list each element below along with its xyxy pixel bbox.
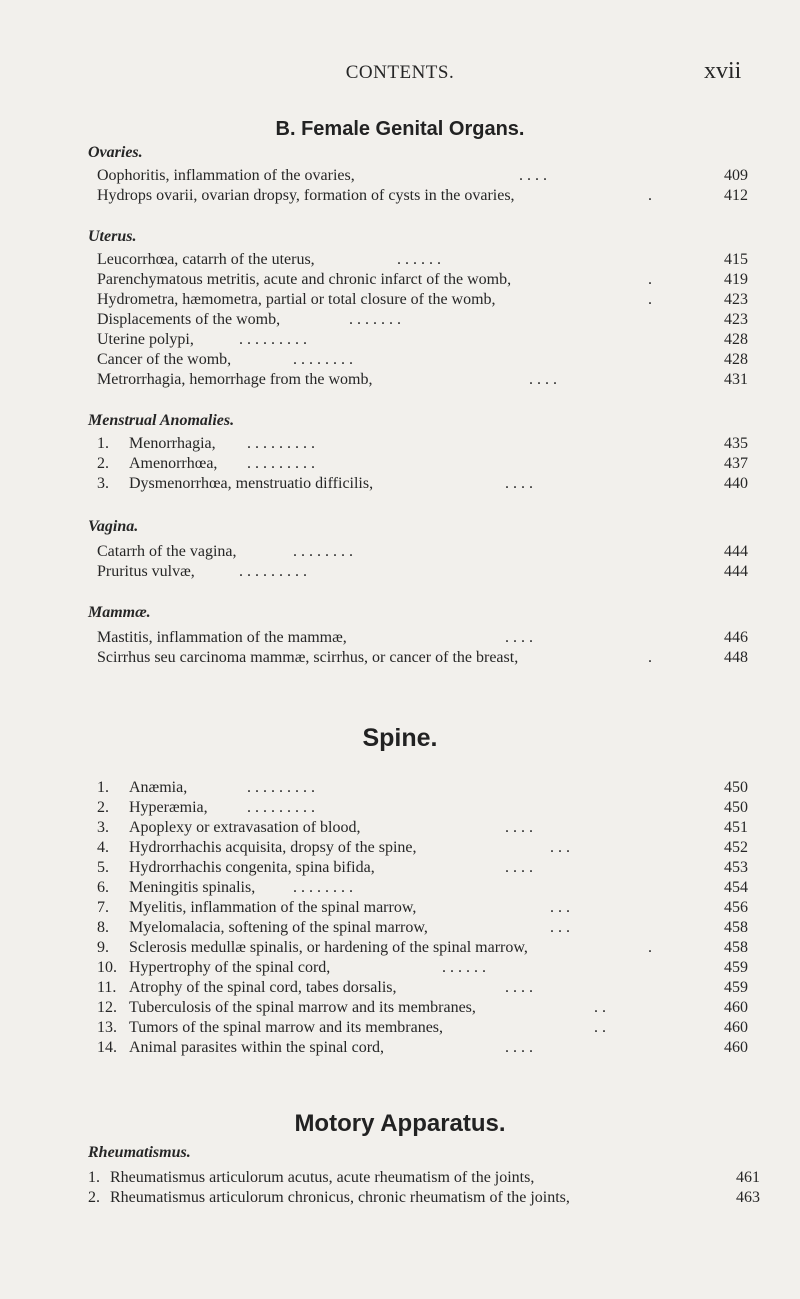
toc-entry[interactable]: 5. Hydrorrhachis congenita, spina bifida, . . . . 453 xyxy=(97,859,748,876)
toc-entry[interactable]: Leucorrhœa, catarrh of the uterus, . . . . . . 415 xyxy=(97,251,748,268)
toc-entry[interactable]: 3. Dysmenorrhœa, menstruatio difficilis, . . . . 440 xyxy=(97,475,748,492)
toc-entry[interactable]: Mastitis, inflammation of the mammæ, . . . . 446 xyxy=(97,629,748,646)
subhead-menstrual: Menstrual Anomalies. xyxy=(88,412,235,429)
toc-entry[interactable]: Parenchymatous metritis, acute and chronic infarct of the womb, . 419 xyxy=(97,271,748,288)
section-title-spine: Spine. xyxy=(362,724,438,752)
toc-entry[interactable]: 2. Rheumatismus articulorum chronicus, chronic rheumatism of the joints, 463 xyxy=(88,1189,760,1206)
toc-entry[interactable]: Oophoritis, inflammation of the ovaries, . . . . 409 xyxy=(97,167,748,184)
toc-entry[interactable]: 8. Myelomalacia, softening of the spinal marrow, . . . 458 xyxy=(97,919,748,936)
toc-entry[interactable]: 7. Myelitis, inflammation of the spinal marrow, . . . 456 xyxy=(97,899,748,916)
running-header: CONTENTS. xyxy=(345,62,455,83)
subhead-rheumatismus: Rheumatismus. xyxy=(88,1144,191,1161)
toc-entry[interactable]: Catarrh of the vagina, . . . . . . . . 444 xyxy=(97,543,748,560)
subhead-mammae: Mammæ. xyxy=(88,604,151,621)
page-number: xvii xyxy=(704,58,742,84)
toc-entry[interactable]: Cancer of the womb, . . . . . . . . 428 xyxy=(97,351,748,368)
toc-entry[interactable]: Scirrhus seu carcinoma mammæ, scirrhus, or cancer of the breast, . 448 xyxy=(97,649,748,666)
toc-entry[interactable]: 4. Hydrorrhachis acquisita, dropsy of the spine, . . . 452 xyxy=(97,839,748,856)
toc-entry[interactable]: Displacements of the womb, . . . . . . . 423 xyxy=(97,311,748,328)
toc-entry[interactable]: 10. Hypertrophy of the spinal cord, . . . . . . 459 xyxy=(97,959,748,976)
subhead-vagina: Vagina. xyxy=(88,518,139,535)
toc-entry[interactable]: 1. Anæmia, . . . . . . . . . 450 xyxy=(97,779,748,796)
toc-entry[interactable]: 2. Hyperæmia, . . . . . . . . . 450 xyxy=(97,799,748,816)
toc-entry[interactable]: Pruritus vulvæ, . . . . . . . . . 444 xyxy=(97,563,748,580)
toc-entry[interactable]: 12. Tuberculosis of the spinal marrow and its membranes, . . 460 xyxy=(97,999,748,1016)
toc-entry[interactable]: Metrorrhagia, hemorrhage from the womb, . . . . 431 xyxy=(97,371,748,388)
toc-entry[interactable]: 14. Animal parasites within the spinal cord, . . . . 460 xyxy=(97,1039,748,1056)
subhead-ovaries: Ovaries. xyxy=(88,144,143,161)
toc-entry[interactable]: 13. Tumors of the spinal marrow and its membranes, . . 460 xyxy=(97,1019,748,1036)
toc-entry[interactable]: 6. Meningitis spinalis, . . . . . . . . 454 xyxy=(97,879,748,896)
toc-entry[interactable]: 9. Sclerosis medullæ spinalis, or hardening of the spinal marrow, . 458 xyxy=(97,939,748,956)
toc-entry[interactable]: 2. Amenorrhœa, . . . . . . . . . 437 xyxy=(97,455,748,472)
toc-entry[interactable]: Hydrops ovarii, ovarian dropsy, formation of cysts in the ovaries, . 412 xyxy=(97,187,748,204)
toc-entry[interactable]: Hydrometra, hæmometra, partial or total closure of the womb, . 423 xyxy=(97,291,748,308)
toc-entry[interactable]: Uterine polypi, . . . . . . . . . 428 xyxy=(97,331,748,348)
section-title-female: B. Female Genital Organs. xyxy=(275,118,525,140)
toc-entry[interactable]: 11. Atrophy of the spinal cord, tabes dorsalis, . . . . 459 xyxy=(97,979,748,996)
toc-entry[interactable]: 1. Rheumatismus articulorum acutus, acute rheumatism of the joints, 461 xyxy=(88,1169,760,1186)
section-title-motory: Motory Apparatus. xyxy=(294,1110,506,1137)
subhead-uterus: Uterus. xyxy=(88,228,137,245)
toc-entry[interactable]: 1. Menorrhagia, . . . . . . . . . 435 xyxy=(97,435,748,452)
toc-entry[interactable]: 3. Apoplexy or extravasation of blood, . . . . 451 xyxy=(97,819,748,836)
